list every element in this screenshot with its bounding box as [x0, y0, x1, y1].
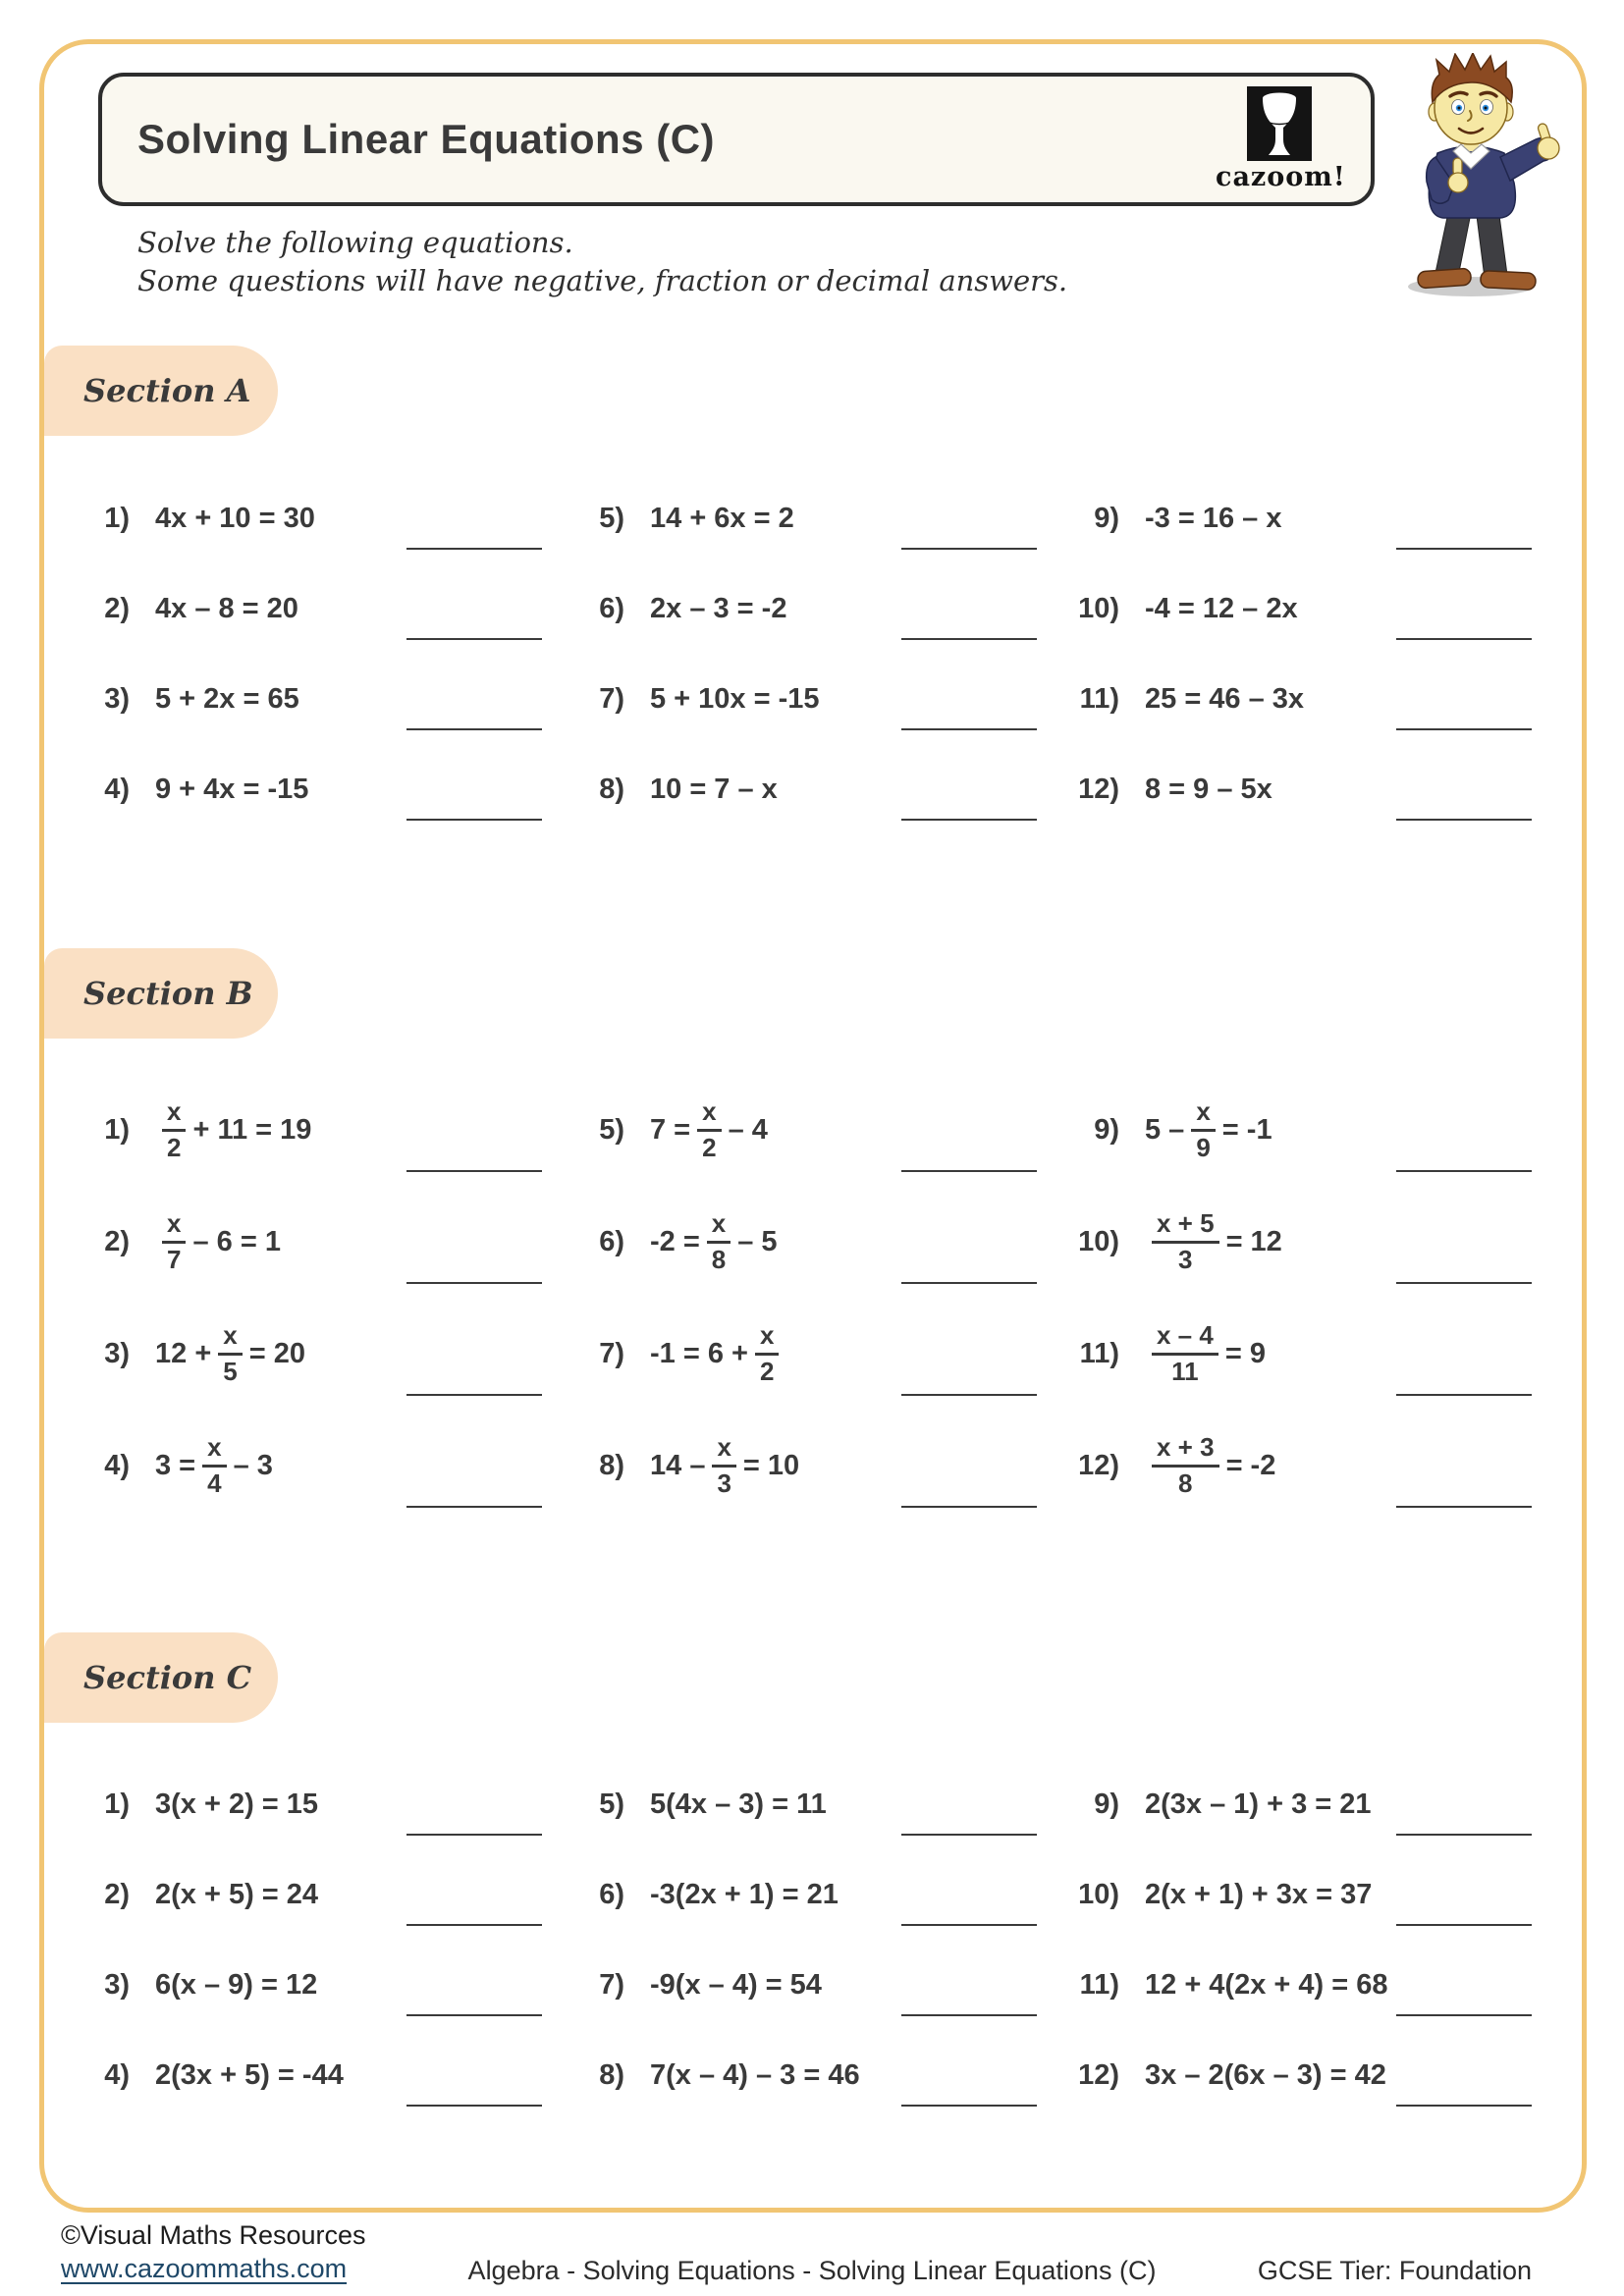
- equation-text: 2(x + 5) = 24: [155, 1878, 319, 1910]
- equation-text: 5 – $\frac{x}{9}$ = -1: [1145, 1096, 1272, 1162]
- answer-line: [901, 1506, 1037, 1508]
- answer-line: [901, 1282, 1037, 1284]
- answer-line: [901, 1170, 1037, 1172]
- question-b-8: [566, 1410, 1060, 1522]
- question-b-11: [1060, 1298, 1555, 1410]
- answer-line: [901, 1924, 1037, 1926]
- answer-line: [1396, 728, 1532, 730]
- question-number: 10): [1078, 592, 1119, 624]
- equation-text: 2(3x + 5) = -44: [155, 2058, 344, 2091]
- section-a-questions: [71, 473, 1555, 834]
- question-a-1: [71, 473, 566, 563]
- answer-line: [901, 548, 1037, 550]
- question-b-1: [71, 1074, 566, 1186]
- equation-text: 10 = 7 – x: [650, 773, 778, 805]
- section-c-header: Section C: [44, 1632, 278, 1723]
- question-number: 3): [104, 1968, 130, 2001]
- question-number: 8): [599, 773, 624, 805]
- question-number: 7): [599, 682, 624, 715]
- question-number: 8): [599, 1449, 624, 1481]
- question-c-3: [71, 1940, 566, 2030]
- answer-line: [1396, 1394, 1532, 1396]
- question-number: 4): [104, 2058, 130, 2091]
- fraction: $\frac{x}{5}$: [218, 1322, 242, 1385]
- question-a-11: [1060, 654, 1555, 744]
- fraction: $\frac{x}{2}$: [697, 1098, 721, 1161]
- question-number: 1): [104, 502, 130, 534]
- section-c-questions: [71, 1759, 1555, 2120]
- question-number: 8): [599, 2058, 624, 2091]
- equation-text: -3 = 16 – x: [1145, 502, 1282, 534]
- question-a-5: [566, 473, 1060, 563]
- question-b-9: [1060, 1074, 1555, 1186]
- equation-text: -1 = 6 + $\frac{x}{2}$: [650, 1322, 785, 1385]
- section-b-questions: [71, 1074, 1555, 1522]
- instruction-line-1: Solve the following equations.: [137, 226, 573, 259]
- footer-copyright: ©Visual Maths Resources: [61, 2220, 366, 2250]
- answer-line: [1396, 2014, 1532, 2016]
- equation-text: -9(x – 4) = 54: [650, 1968, 822, 2001]
- question-b-5: [566, 1074, 1060, 1186]
- question-c-11: [1060, 1940, 1555, 2030]
- question-a-10: [1060, 563, 1555, 654]
- question-c-12: [1060, 2030, 1555, 2120]
- equation-text: $\frac{x}{7}$ – 6 = 1: [155, 1210, 281, 1273]
- answer-line: [1396, 1834, 1532, 1836]
- equation-text: 12 + 4(2x + 4) = 68: [1145, 1968, 1388, 2001]
- equation-text: 25 = 46 – 3x: [1145, 682, 1305, 715]
- answer-line: [1396, 2105, 1532, 2107]
- fraction: $\frac{x}{2}$: [755, 1322, 779, 1385]
- answer-line: [406, 728, 542, 730]
- equation-text: $\frac{x + 5}{3}$ = 12: [1145, 1210, 1282, 1273]
- equation-text: 4x + 10 = 30: [155, 502, 315, 534]
- answer-line: [1396, 1170, 1532, 1172]
- equation-text: $\frac{x}{2}$ + 11 = 19: [155, 1098, 311, 1161]
- equation-text: 4x – 8 = 20: [155, 592, 298, 624]
- fraction: $\frac{x - 4}{11}$: [1152, 1322, 1218, 1385]
- equation-text: 12 + $\frac{x}{5}$ = 20: [155, 1320, 305, 1386]
- answer-line: [406, 548, 542, 550]
- question-number: 4): [104, 773, 130, 805]
- page-title: Solving Linear Equations (C): [137, 116, 716, 162]
- question-number: 1): [104, 1113, 130, 1146]
- question-a-8: [566, 744, 1060, 834]
- question-number: 10): [1078, 1225, 1119, 1257]
- question-number: 7): [599, 1968, 624, 2001]
- answer-line: [1396, 638, 1532, 640]
- question-b-12: [1060, 1410, 1555, 1522]
- footer-tier: GCSE Tier: Foundation: [1257, 2256, 1532, 2285]
- answer-line: [1396, 819, 1532, 821]
- equation-text: 7 = $\frac{x}{2}$ – 4: [650, 1096, 768, 1162]
- cazoom-logo-text: cazoom!: [1216, 162, 1346, 192]
- question-a-7: [566, 654, 1060, 744]
- question-number: 12): [1078, 2058, 1119, 2091]
- question-number: 3): [104, 1337, 130, 1369]
- question-b-3: [71, 1298, 566, 1410]
- question-number: 9): [1094, 1113, 1119, 1146]
- fraction: $\frac{x + 5}{3}$: [1152, 1210, 1219, 1273]
- section-a-header: Section A: [44, 346, 278, 436]
- question-b-10: [1060, 1186, 1555, 1298]
- equation-text: -3(2x + 1) = 21: [650, 1878, 839, 1910]
- cazoom-logo: [1216, 86, 1346, 192]
- fraction: $\frac{x}{7}$: [162, 1210, 186, 1273]
- answer-line: [901, 638, 1037, 640]
- section-b-header: Section B: [44, 948, 278, 1039]
- question-number: 6): [599, 1878, 624, 1910]
- equation-text: 7(x – 4) – 3 = 46: [650, 2058, 860, 2091]
- question-number: 1): [104, 1788, 130, 1820]
- answer-line: [406, 819, 542, 821]
- equation-text: 5 + 2x = 65: [155, 682, 299, 715]
- question-number: 9): [1094, 1788, 1119, 1820]
- answer-line: [901, 2014, 1037, 2016]
- equation-text: 6(x – 9) = 12: [155, 1968, 318, 2001]
- answer-line: [406, 2105, 542, 2107]
- fraction: $\frac{x + 3}{8}$: [1152, 1434, 1219, 1497]
- question-c-8: [566, 2030, 1060, 2120]
- question-number: 5): [599, 502, 624, 534]
- fraction: $\frac{x}{4}$: [202, 1434, 226, 1497]
- question-number: 11): [1079, 682, 1119, 715]
- answer-line: [406, 1170, 542, 1172]
- fraction: $\frac{x}{9}$: [1191, 1098, 1215, 1161]
- title-bar: [98, 73, 1375, 206]
- question-number: 2): [104, 1878, 130, 1910]
- answer-line: [901, 2105, 1037, 2107]
- equation-text: 14 – $\frac{x}{3}$ = 10: [650, 1432, 800, 1498]
- equation-text: 2(3x – 1) + 3 = 21: [1145, 1788, 1372, 1820]
- question-number: 10): [1078, 1878, 1119, 1910]
- question-a-6: [566, 563, 1060, 654]
- question-c-2: [71, 1849, 566, 1940]
- question-number: 4): [104, 1449, 130, 1481]
- question-a-12: [1060, 744, 1555, 834]
- equation-text: 8 = 9 – 5x: [1145, 773, 1272, 805]
- question-c-1: [71, 1759, 566, 1849]
- mascot-boy-icon: [1380, 53, 1567, 298]
- answer-line: [1396, 1282, 1532, 1284]
- question-number: 11): [1079, 1968, 1119, 2001]
- answer-line: [901, 1834, 1037, 1836]
- question-number: 2): [104, 1225, 130, 1257]
- question-number: 5): [599, 1113, 624, 1146]
- answer-line: [406, 2014, 542, 2016]
- question-a-4: [71, 744, 566, 834]
- question-c-9: [1060, 1759, 1555, 1849]
- question-b-4: [71, 1410, 566, 1522]
- question-c-7: [566, 1940, 1060, 2030]
- equation-text: 9 + 4x = -15: [155, 773, 309, 805]
- question-number: 11): [1079, 1337, 1119, 1369]
- instruction-line-2: Some questions will have negative, fraction or decimal answers.: [137, 264, 1068, 297]
- answer-line: [406, 1834, 542, 1836]
- answer-line: [901, 819, 1037, 821]
- question-c-5: [566, 1759, 1060, 1849]
- equation-text: $\frac{x - 4}{11}$ = 9: [1145, 1322, 1266, 1385]
- question-b-2: [71, 1186, 566, 1298]
- question-c-4: [71, 2030, 566, 2120]
- equation-text: 2x – 3 = -2: [650, 592, 787, 624]
- footer-breadcrumb: Algebra - Solving Equations - Solving Linear Equations (C): [467, 2256, 1157, 2285]
- answer-line: [406, 1506, 542, 1508]
- equation-text: 3x – 2(6x – 3) = 42: [1145, 2058, 1386, 2091]
- cazoom-goblet-logo-icon: [1247, 86, 1312, 161]
- answer-line: [1396, 1506, 1532, 1508]
- answer-line: [1396, 1924, 1532, 1926]
- answer-line: [406, 1282, 542, 1284]
- answer-line: [406, 638, 542, 640]
- question-number: 7): [599, 1337, 624, 1369]
- answer-line: [1396, 548, 1532, 550]
- question-number: 6): [599, 592, 624, 624]
- equation-text: -2 = $\frac{x}{8}$ – 5: [650, 1208, 778, 1274]
- answer-line: [406, 1394, 542, 1396]
- question-b-6: [566, 1186, 1060, 1298]
- instructions: [137, 224, 1067, 300]
- equation-text: -4 = 12 – 2x: [1145, 592, 1298, 624]
- equation-text: 5(4x – 3) = 11: [650, 1788, 827, 1820]
- question-c-10: [1060, 1849, 1555, 1940]
- question-a-3: [71, 654, 566, 744]
- equation-text: 3(x + 2) = 15: [155, 1788, 319, 1820]
- question-number: 3): [104, 682, 130, 715]
- equation-text: 3 = $\frac{x}{4}$ – 3: [155, 1432, 273, 1498]
- equation-text: $\frac{x + 3}{8}$ = -2: [1145, 1434, 1275, 1497]
- equation-text: 2(x + 1) + 3x = 37: [1145, 1878, 1373, 1910]
- question-number: 12): [1078, 1449, 1119, 1481]
- equation-text: 14 + 6x = 2: [650, 502, 794, 534]
- question-c-6: [566, 1849, 1060, 1940]
- question-number: 5): [599, 1788, 624, 1820]
- fraction: $\frac{x}{3}$: [712, 1434, 735, 1497]
- question-b-7: [566, 1298, 1060, 1410]
- fraction: $\frac{x}{8}$: [707, 1210, 731, 1273]
- equation-text: 5 + 10x = -15: [650, 682, 820, 715]
- question-number: 12): [1078, 773, 1119, 805]
- question-a-2: [71, 563, 566, 654]
- footer-website-link[interactable]: www.cazoommaths.com: [61, 2254, 348, 2283]
- question-number: 6): [599, 1225, 624, 1257]
- answer-line: [901, 1394, 1037, 1396]
- question-a-9: [1060, 473, 1555, 563]
- fraction: $\frac{x}{2}$: [162, 1098, 186, 1161]
- answer-line: [901, 728, 1037, 730]
- answer-line: [406, 1924, 542, 1926]
- question-number: 9): [1094, 502, 1119, 534]
- question-number: 2): [104, 592, 130, 624]
